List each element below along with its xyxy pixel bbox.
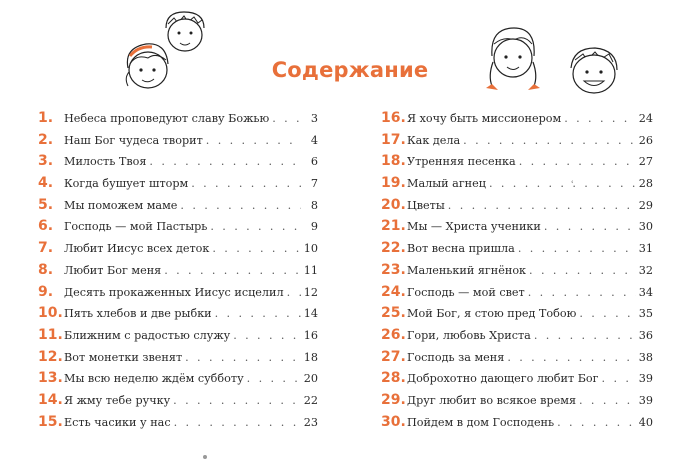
toc-entry-number: 6.	[38, 218, 54, 235]
toc-entry-page: 3	[310, 112, 318, 125]
toc-entry-page: 24	[638, 112, 653, 125]
toc-entry-number: 23.	[381, 261, 406, 278]
toc-entry-page: 11	[303, 263, 318, 277]
toc-entry[interactable]	[381, 216, 653, 238]
toc-entry-title: Небеса проповедуют славу Божью	[64, 112, 270, 125]
toc-entry-title: Милость Твоя	[64, 155, 147, 169]
page-dot	[203, 455, 207, 459]
toc-entry-number: 13.	[38, 370, 63, 387]
toc-entry-title: Пойдем в дом Господень	[407, 415, 555, 429]
toc-entry-title: Ближним с радостью служу	[64, 328, 231, 342]
toc-entry-title: Когда бушует шторм	[64, 177, 189, 191]
toc-entry[interactable]	[38, 108, 318, 130]
toc-entry[interactable]	[38, 347, 318, 369]
toc-entry-page: 10	[303, 242, 318, 256]
toc-entry-number: 10.	[38, 305, 63, 322]
toc-entry-page: 36	[638, 328, 653, 342]
toc-entry-page: 28	[638, 177, 653, 191]
toc-entry-title: Как дела	[407, 133, 461, 147]
toc-entry-number: 24.	[381, 283, 406, 300]
toc-left-column	[38, 108, 318, 433]
toc-entry[interactable]	[38, 412, 318, 434]
toc-entry-title: Любит Бог меня	[64, 263, 162, 277]
toc-entry[interactable]	[38, 151, 318, 173]
boy-face-icon	[160, 8, 210, 56]
toc-entry-page: 18	[303, 350, 318, 364]
page-title: Содержание	[271, 58, 429, 82]
toc-entry[interactable]	[381, 130, 653, 152]
toc-entry[interactable]	[381, 151, 653, 173]
toc-entry-title: Доброхотно дающего любит Бог	[407, 372, 599, 386]
toc-entry-page: 38	[638, 350, 653, 364]
toc-right-column	[381, 108, 653, 433]
toc-entry-title: Мой Бог, я стою пред Тобою	[407, 307, 577, 321]
toc-entry-number: 30.	[381, 413, 406, 430]
toc-entry-page: 40	[638, 415, 653, 429]
toc-entry[interactable]	[38, 216, 318, 238]
toc-entry-title: Наш Бог чудеса творит	[64, 133, 203, 147]
toc-entry-page: 12	[303, 285, 318, 299]
dot-leader	[215, 303, 301, 325]
dot-leader	[180, 195, 301, 217]
dot-leader	[185, 347, 301, 369]
dot-leader	[149, 151, 301, 173]
toc-entry[interactable]	[381, 347, 653, 369]
toc-entry-title: Есть часики у нас	[64, 415, 171, 429]
toc-entry[interactable]	[38, 325, 318, 347]
toc-entry-number: 11.	[38, 326, 63, 343]
toc-entry[interactable]	[38, 303, 318, 325]
dot-leader	[174, 412, 301, 434]
toc-entry[interactable]	[381, 412, 653, 434]
toc-entry[interactable]	[38, 390, 318, 412]
toc-entry-page: 34	[638, 285, 653, 299]
toc-entry[interactable]	[381, 260, 653, 282]
toc-entry-number: 7.	[38, 240, 54, 257]
toc-entry-title: Гори, любовь Христа	[407, 328, 531, 342]
dot-leader	[210, 216, 301, 238]
toc-entry-number: 1.	[38, 110, 54, 126]
toc-entry-page: 8	[310, 198, 318, 212]
toc-entry-number: 3.	[38, 153, 54, 170]
dot-leader	[602, 368, 636, 390]
toc-entry-number: 21.	[381, 218, 406, 235]
toc-entry-number: 19.	[381, 175, 406, 192]
dot-leader	[164, 260, 301, 282]
toc-entry-number: 25.	[381, 305, 406, 322]
toc-entry-title: Господь — мой свет	[407, 285, 525, 299]
toc-entry-number: 8.	[38, 261, 54, 278]
toc-entry-page: 14	[303, 307, 318, 321]
dot-leader	[557, 412, 636, 434]
toc-entry-title: Мы поможем маме	[64, 198, 178, 212]
dot-leader	[528, 282, 636, 304]
toc-entry-page: 35	[638, 307, 653, 321]
dot-leader	[448, 195, 636, 217]
dot-leader	[272, 108, 301, 130]
toc-entry-title: Мы всю неделю ждём субботу	[64, 372, 244, 386]
toc-entry-title: Малый агнец	[407, 177, 486, 191]
toc-entry-title: Маленький ягнёнок	[407, 263, 527, 277]
toc-entry[interactable]	[38, 282, 318, 304]
toc-entry[interactable]	[381, 325, 653, 347]
toc-entry-page: 20	[303, 372, 318, 386]
toc-entry-page: 7	[310, 177, 318, 191]
toc-entry[interactable]	[381, 303, 653, 325]
toc-entry[interactable]	[38, 368, 318, 390]
toc-entry[interactable]	[38, 195, 318, 217]
dot-leader	[489, 173, 636, 195]
toc-entry-number: 14.	[38, 391, 63, 408]
toc-entry-page: 39	[638, 372, 653, 386]
toc-entry[interactable]	[381, 238, 653, 260]
dot-leader	[564, 108, 636, 130]
toc-entry-number: 12.	[38, 348, 63, 365]
print-mark: ʿ	[571, 180, 575, 191]
toc-entry[interactable]	[381, 390, 653, 412]
toc-entry-page: 26	[638, 133, 653, 147]
toc-entry-page: 22	[303, 393, 318, 407]
toc-entry-title: Вот весна пришла	[407, 242, 515, 256]
toc-entry-number: 4.	[38, 175, 54, 192]
toc-entry-number: 16.	[381, 110, 406, 126]
toc-entry-number: 28.	[381, 370, 406, 387]
dot-leader	[518, 238, 636, 260]
dot-leader	[463, 130, 636, 152]
toc-entry-title: Десять прокаженных Иисус исцелил	[64, 285, 284, 299]
toc-entry-title: Любит Иисус всех деток	[64, 242, 210, 256]
dot-leader	[507, 347, 635, 369]
dot-leader	[191, 173, 301, 195]
toc-entry-number: 26.	[381, 326, 406, 343]
toc-entry-page: 27	[638, 155, 653, 169]
toc-entry-page: 39	[638, 393, 653, 407]
toc-entry[interactable]	[381, 108, 653, 130]
toc-entry[interactable]	[381, 173, 653, 195]
toc-entry-number: 2.	[38, 131, 54, 148]
dot-leader	[579, 390, 636, 412]
toc-entry-title: Цветы	[407, 198, 445, 212]
toc-entry-title: Господь — мой Пастырь	[64, 220, 208, 234]
toc-entry-number: 9.	[38, 283, 54, 300]
toc-entry-page: 16	[303, 328, 318, 342]
dot-leader	[519, 151, 636, 173]
toc-entry-page: 4	[310, 133, 318, 147]
toc-entry-title: Господь за меня	[407, 350, 505, 364]
dot-leader	[206, 130, 301, 152]
toc-entry-title: Вот монетки звенят	[64, 350, 183, 364]
toc-entry[interactable]	[381, 195, 653, 217]
toc-entry-number: 29.	[381, 391, 406, 408]
toc-entry[interactable]	[38, 238, 318, 260]
toc-entry-page: 29	[638, 198, 653, 212]
dot-leader	[173, 390, 301, 412]
toc-entry-title: Я жму тебе ручку	[64, 393, 171, 407]
dot-leader	[544, 216, 636, 238]
toc-entry[interactable]	[38, 130, 318, 152]
toc-entry-page: 6	[310, 155, 318, 169]
dot-leader	[529, 260, 636, 282]
toc-entry-page: 9	[310, 220, 318, 234]
toc-entry-number: 20.	[381, 196, 406, 213]
toc-entry[interactable]	[38, 173, 318, 195]
toc-entry-number: 15.	[38, 413, 63, 430]
toc-entry-number: 27.	[381, 348, 406, 365]
toc-entry-number: 18.	[381, 153, 406, 170]
toc-entry[interactable]	[381, 368, 653, 390]
dot-leader	[212, 238, 300, 260]
toc-entry-title: Я хочу быть миссионером	[407, 112, 562, 125]
toc-entry[interactable]	[381, 282, 653, 304]
dot-leader	[534, 325, 636, 347]
toc-entry-page: 30	[638, 220, 653, 234]
toc-entry-number: 22.	[381, 240, 406, 257]
dot-leader	[247, 368, 301, 390]
dot-leader	[579, 303, 635, 325]
dot-leader	[287, 282, 301, 304]
toc-entry-page: 31	[638, 242, 653, 256]
toc-entry-title: Друг любит во всякое время	[407, 393, 576, 407]
toc-entry[interactable]	[38, 260, 318, 282]
toc-entry-page: 32	[638, 263, 653, 277]
dot-leader	[233, 325, 301, 347]
toc-entry-title: Мы — Христа ученики	[407, 220, 541, 234]
toc-entry-page: 23	[303, 415, 318, 429]
toc-entry-number: 17.	[381, 131, 406, 148]
toc-entry-title: Утренняя песенка	[407, 155, 516, 169]
toc-entry-title: Пять хлебов и две рыбки	[64, 307, 212, 321]
toc-entry-number: 5.	[38, 196, 54, 213]
